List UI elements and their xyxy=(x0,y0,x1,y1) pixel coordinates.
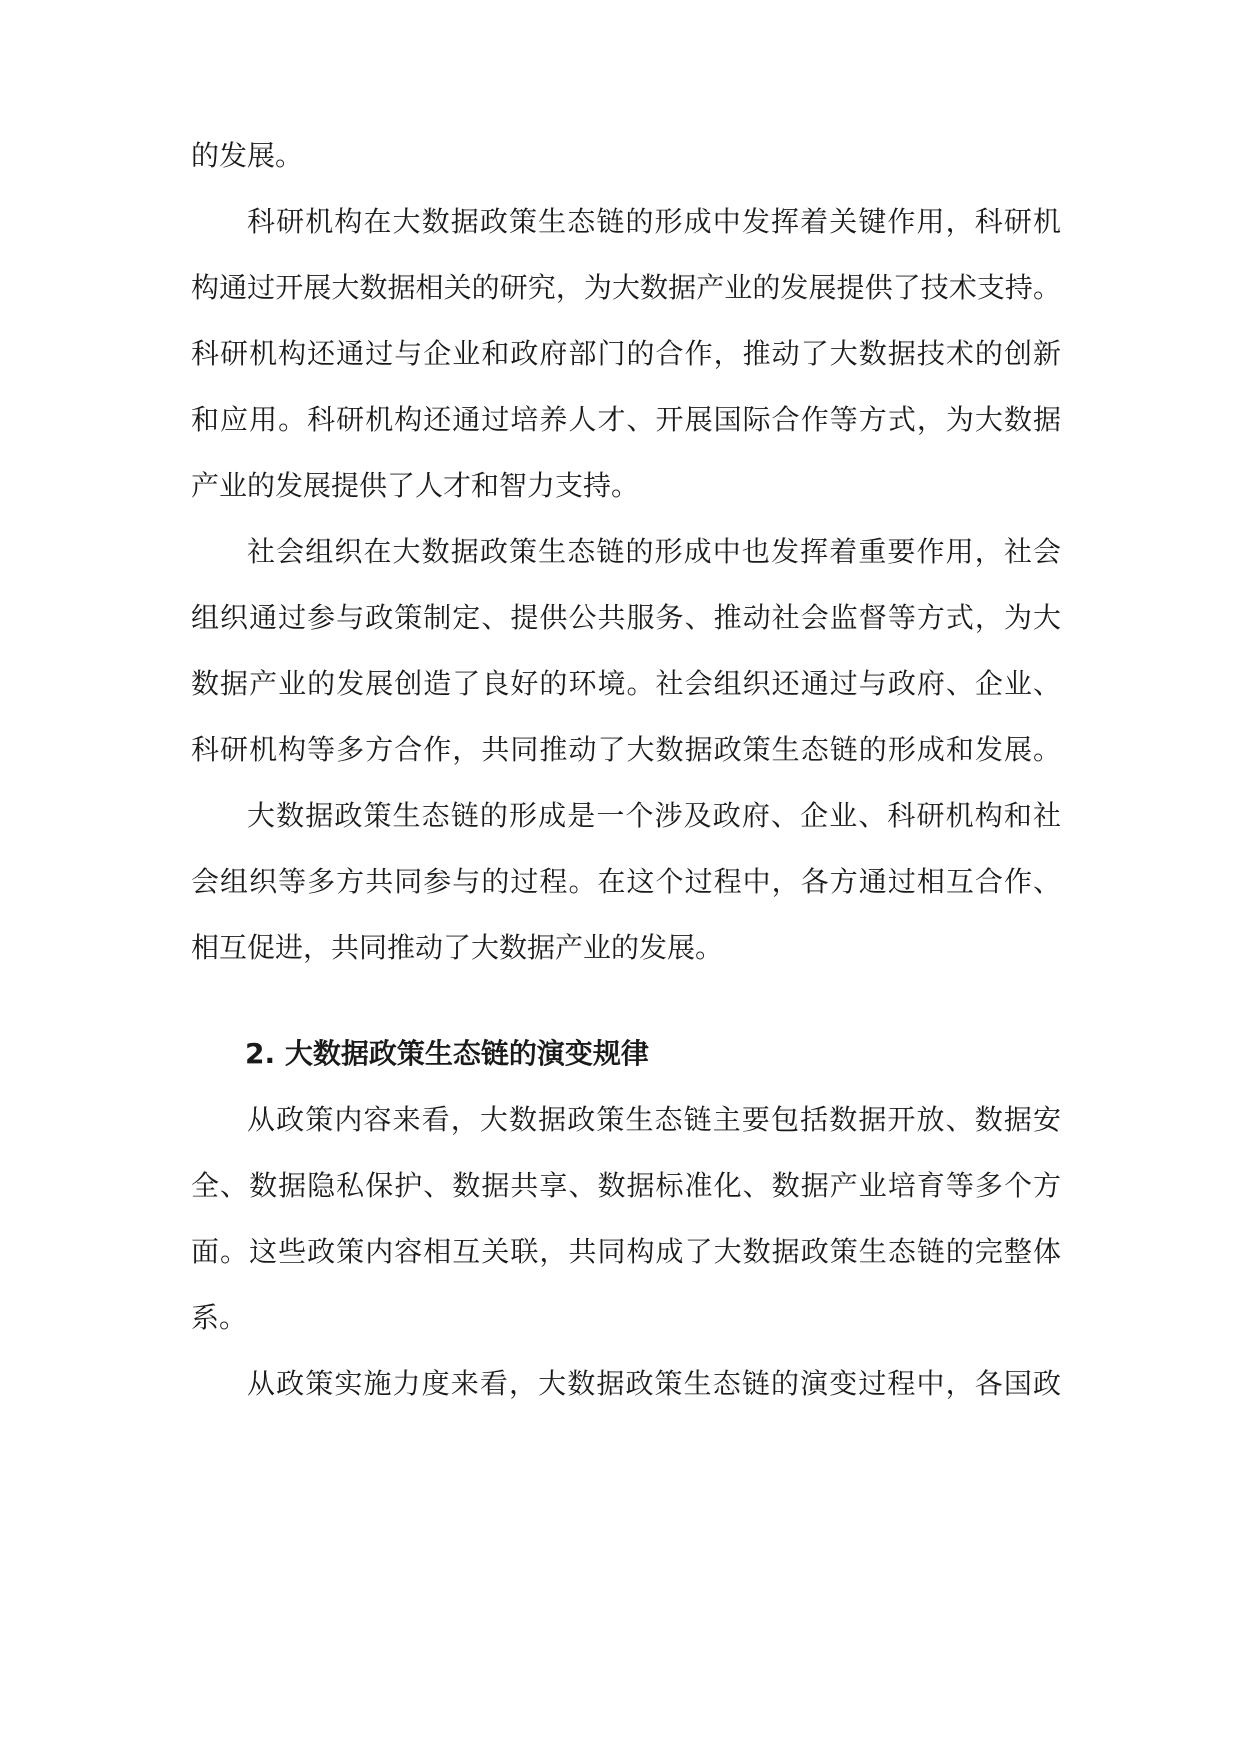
text-line: 社会组织在大数据政策生态链的形成中也发挥着重要作用，社会 xyxy=(247,535,1061,568)
text-line: 从政策内容来看，大数据政策生态链主要包括数据开放、数据安 xyxy=(247,1103,1061,1136)
text-line: 构通过开展大数据相关的研究，为大数据产业的发展提供了技术支持。 xyxy=(191,271,1061,304)
text-line: 从政策实施力度来看，大数据政策生态链的演变过程中，各国政 xyxy=(247,1367,1061,1400)
text-line: 和应用。科研机构还通过培养人才、开展国际合作等方式，为大数据 xyxy=(191,403,1061,436)
text-line: 产业的发展提供了人才和智力支持。 xyxy=(191,469,640,502)
text-line: 全、数据隐私保护、数据共享、数据标准化、数据产业培育等多个方 xyxy=(191,1169,1061,1202)
text-line: 科研机构还通过与企业和政府部门的合作，推动了大数据技术的创新 xyxy=(191,337,1061,370)
text-line: 系。 xyxy=(191,1301,248,1334)
text-line: 数据产业的发展创造了良好的环境。社会组织还通过与政府、企业、 xyxy=(191,667,1061,700)
text-line: 科研机构在大数据政策生态链的形成中发挥着关键作用，科研机 xyxy=(247,205,1061,238)
text-line: 会组织等多方共同参与的过程。在这个过程中，各方通过相互合作、 xyxy=(191,865,1061,898)
section-heading: 2. 大数据政策生态链的演变规律 xyxy=(245,1037,649,1070)
text-line: 组织通过参与政策制定、提供公共服务、推动社会监督等方式，为大 xyxy=(191,601,1061,634)
text-line: 面。这些政策内容相互关联，共同构成了大数据政策生态链的完整体 xyxy=(191,1235,1061,1268)
text-line: 的发展。 xyxy=(191,139,304,172)
text-line: 科研机构等多方合作，共同推动了大数据政策生态链的形成和发展。 xyxy=(191,733,1061,766)
text-line: 大数据政策生态链的形成是一个涉及政府、企业、科研机构和社 xyxy=(247,799,1061,832)
text-line: 相互促进，共同推动了大数据产业的发展。 xyxy=(191,931,724,964)
